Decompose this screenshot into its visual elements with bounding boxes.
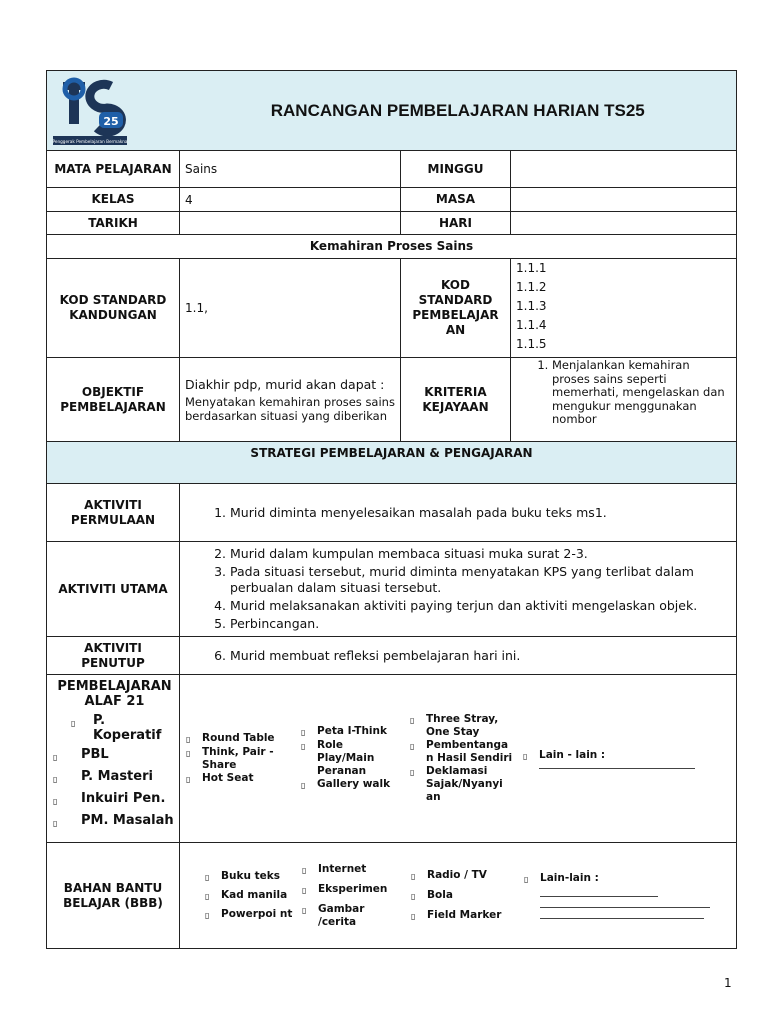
checkbox-icon: ▯ — [411, 911, 416, 921]
kriteria-item: 1. Menjalankan kemahiran proses sains seperti memerhati, mengelaskan dan mengukur menggunakan nombor — [552, 359, 731, 427]
kelas-label: KELAS — [47, 188, 180, 212]
kandungan-value: 1.1, — [180, 259, 401, 358]
penutup-cell — [180, 637, 737, 675]
alaf-col-4 — [517, 749, 706, 769]
checkbox-icon: ▯ — [186, 734, 191, 744]
alaf-item[interactable]: ▯ P. Masteri — [53, 769, 176, 787]
alaf-options — [180, 713, 736, 804]
checkbox-icon: ▯ — [186, 774, 191, 784]
kandungan-label: KOD STANDARD KANDUNGAN — [47, 259, 180, 358]
option-item[interactable]: ▯ Powerpoi nt — [205, 907, 293, 920]
bbb-col-1 — [180, 870, 296, 922]
logo-number: 25 — [103, 114, 119, 128]
logo-caption: Penggerak Pembelajaran Bermakna — [52, 138, 128, 144]
option-item[interactable]: ▯ Think, Pair - Share — [186, 745, 274, 771]
option-item[interactable]: ▯ Lain - lain : — [523, 748, 606, 761]
minggu-label: MINGGU — [401, 151, 511, 188]
checkbox-icon: ▯ — [410, 716, 415, 725]
fill-line[interactable] — [540, 887, 658, 897]
checkbox-icon: ▯ — [205, 891, 210, 901]
option-item[interactable]: ▯ Hot Seat — [186, 771, 254, 784]
code-item: 1.1.1 — [516, 261, 547, 275]
masa-value — [511, 188, 737, 212]
alaf-item[interactable]: ▯ P. Koperatif — [71, 713, 162, 743]
pembelajaran-codes — [511, 259, 737, 358]
checkbox-icon: ▯ — [53, 819, 58, 828]
objektif-text: Menyatakan kemahiran proses sains berdasarkan situasi yang diberikan — [185, 394, 395, 423]
permulaan-cell — [180, 484, 737, 542]
checkbox-icon: ▯ — [524, 875, 529, 884]
mata-value: Sains — [180, 151, 401, 188]
page-title: RANCANGAN PEMBELAJARAN HARIAN TS25 — [270, 100, 645, 120]
hari-value — [511, 212, 737, 235]
option-item[interactable]: ▯ Internet — [302, 862, 367, 875]
bbb-col-4 — [518, 872, 717, 919]
option-item[interactable]: ▯ Bola — [411, 888, 453, 901]
alaf-label: PEMBELAJARAN ALAF 21 — [57, 679, 172, 709]
alaf-options-cell — [180, 675, 737, 843]
option-item[interactable]: ▯ Role Play/Main Peranan — [301, 739, 375, 777]
kelas-value: 4 — [180, 188, 401, 212]
objektif-cell — [180, 358, 401, 442]
checkbox-icon: ▯ — [205, 872, 210, 882]
bbb-col-3 — [405, 869, 518, 923]
list-item: 6. Murid membuat refleksi pembelajaran hari ini. — [230, 647, 731, 665]
option-item[interactable]: ▯ Lain-lain : — [524, 872, 599, 884]
kemahiran-heading: Kemahiran Proses Sains — [47, 235, 737, 259]
checkbox-icon: ▯ — [302, 905, 307, 915]
checkbox-icon: ▯ — [205, 910, 210, 920]
objektif-intro: Diakhir pdp, murid akan dapat : — [185, 376, 385, 392]
checkbox-icon: ▯ — [411, 871, 416, 881]
utama-cell — [180, 542, 737, 637]
option-item[interactable]: ▯ Buku teks — [205, 869, 280, 882]
kriteria-label: KRITERIA KEJAYAAN — [401, 358, 511, 442]
alaf-col-3 — [404, 713, 517, 804]
mata-label: MATA PELAJARAN — [47, 151, 180, 188]
checkbox-icon: ▯ — [301, 728, 306, 737]
list-item: 3. Pada situasi tersebut, murid diminta menyatakan KPS yang terlibat dalam perbualan dalam situasi tersebut. — [230, 563, 731, 597]
bbb-col-2 — [296, 863, 405, 929]
utama-list — [185, 545, 731, 633]
title-cell — [180, 71, 737, 151]
option-item[interactable]: ▯ Gambar /cerita — [302, 902, 365, 928]
code-item: 1.1.3 — [516, 299, 547, 313]
fill-line[interactable] — [540, 909, 704, 919]
option-item[interactable]: ▯ Radio / TV — [411, 868, 487, 881]
page-number: 1 — [724, 976, 732, 990]
kriteria-cell — [511, 358, 737, 442]
bbb-options-cell — [180, 843, 737, 949]
option-item[interactable]: ▯ Round Table — [186, 731, 275, 744]
checkbox-icon: ▯ — [411, 891, 416, 901]
option-item[interactable]: ▯ Kad manila — [205, 888, 288, 901]
checkbox-icon: ▯ — [410, 742, 415, 751]
penutup-label: AKTIVITI PENUTUP — [47, 637, 180, 675]
checkbox-icon: ▯ — [53, 753, 58, 762]
checkbox-icon: ▯ — [302, 885, 307, 895]
option-item[interactable]: ▯ Eksperimen — [302, 882, 388, 895]
minggu-value — [511, 151, 737, 188]
code-item: 1.1.5 — [516, 337, 547, 351]
utama-label: AKTIVITI UTAMA — [47, 542, 180, 637]
option-item[interactable]: ▯ Deklamasi Sajak/Nyanyi an — [410, 765, 503, 803]
code-item: 1.1.4 — [516, 318, 547, 332]
alaf-item[interactable]: ▯ PM. Masalah — [53, 813, 176, 831]
list-item: 5. Perbincangan. — [230, 615, 731, 633]
fill-line[interactable] — [540, 898, 710, 908]
checkbox-icon: ▯ — [301, 781, 306, 790]
masa-label: MASA — [401, 188, 511, 212]
code-item: 1.1.2 — [516, 280, 547, 294]
checkbox-icon: ▯ — [186, 748, 191, 758]
pembelajaran-label: KOD STANDARD PEMBELAJAR AN — [401, 259, 511, 358]
option-item[interactable]: ▯ Pembentanga n Hasil Sendiri — [410, 739, 513, 764]
checkbox-icon: ▯ — [302, 865, 307, 875]
header-row — [47, 71, 737, 151]
bbb-options — [180, 863, 736, 929]
bbb-label: BAHAN BANTU BELAJAR (BBB) — [47, 843, 180, 949]
ts25-logo — [51, 74, 129, 148]
alaf-item[interactable]: ▯ Inkuiri Pen. — [53, 791, 176, 809]
list-item: 1. Murid diminta menyelesaikan masalah pada buku teks ms1. — [230, 504, 731, 522]
option-item[interactable]: ▯ Peta I-Think — [301, 725, 387, 737]
checkbox-icon: ▯ — [53, 775, 58, 784]
permulaan-list — [185, 504, 731, 522]
alaf-col-2 — [295, 725, 404, 792]
tarikh-value — [180, 212, 401, 235]
list-item: 2. Murid dalam kumpulan membaca situasi muka surat 2-3. — [230, 545, 731, 563]
alaf-list — [53, 713, 176, 831]
alaf-item[interactable]: ▯ PBL — [53, 747, 176, 765]
alaf-cell — [47, 675, 180, 843]
objektif-label: OBJEKTIF PEMBELAJARAN — [47, 358, 180, 442]
option-item[interactable]: ▯ Gallery walk — [301, 778, 391, 790]
hari-label: HARI — [401, 212, 511, 235]
kriteria-list — [516, 359, 731, 427]
permulaan-label: AKTIVITI PERMULAAN — [47, 484, 180, 542]
checkbox-icon: ▯ — [410, 768, 415, 777]
checkbox-icon: ▯ — [71, 719, 76, 728]
checkbox-icon: ▯ — [301, 742, 306, 751]
alaf-col-1 — [180, 732, 295, 786]
option-item[interactable]: ▯ Three Stray, One Stay — [410, 713, 499, 738]
list-item: 4. Murid melaksanakan aktiviti paying terjun dan aktiviti mengelaskan objek. — [230, 597, 731, 615]
checkbox-icon: ▯ — [53, 797, 58, 806]
checkbox-icon: ▯ — [523, 751, 528, 761]
logo-cell — [47, 71, 180, 151]
rph-table — [46, 70, 737, 949]
strategi-heading: STRATEGI PEMBELAJARAN & PENGAJARAN — [47, 442, 737, 484]
penutup-list — [185, 647, 731, 665]
option-item[interactable]: ▯ Field Marker — [411, 908, 502, 921]
tarikh-label: TARIKH — [47, 212, 180, 235]
